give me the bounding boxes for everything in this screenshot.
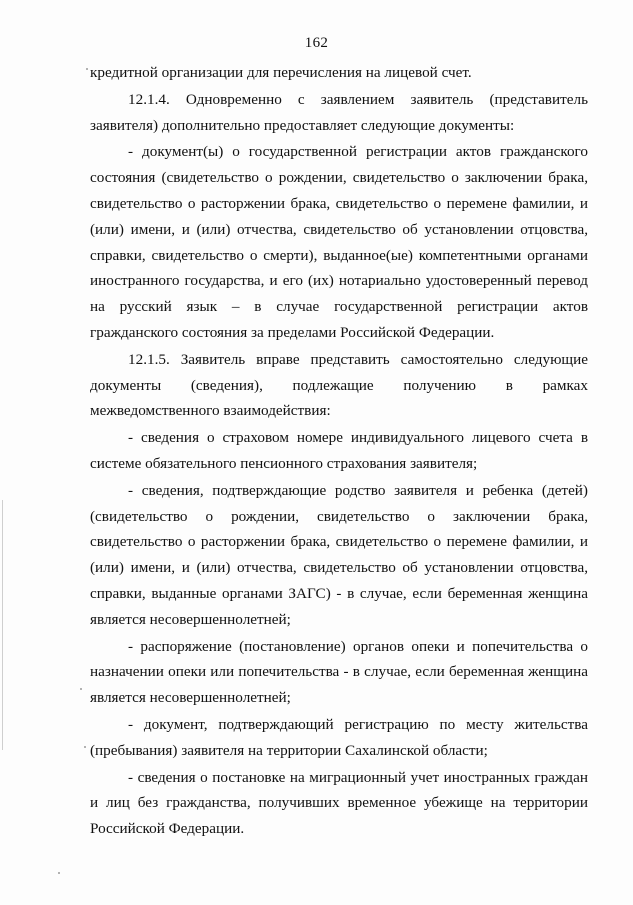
paragraph-migration-record: - сведения о постановке на миграционный учет иностранных граждан и лиц без гражданства, получивших временное убежище на территории Российской Федерации. <box>90 768 588 838</box>
page-body <box>90 60 588 843</box>
scan-speck <box>84 746 86 748</box>
paragraph-12-1-5: 12.1.5. Заявитель вправе представить самостоятельно следующие документы (сведения), подлежащие получению в рамках межведомственного взаимодействия: <box>90 350 588 420</box>
paragraph-kinship-documents: - сведения, подтверждающие родство заявителя и ребенка (детей) (свидетельство о рождении, свидетельство о заключении брака, свидетельство о расторжении брака, свидетельство о перемене фамилии, и (или) имени, и (или) отчества, свидетельство об установлении отцовства, справки, выданные органами ЗАГС) - в случае, если беременная женщина является несовершеннолетней; <box>90 481 588 628</box>
page-number: 162 <box>304 35 329 51</box>
scan-speck <box>58 872 60 874</box>
paragraph-civil-status-documents: - документ(ы) о государственной регистрации актов гражданского состояния (свидетельство о рождении, свидетельство о заключении брака, свидетельство о расторжении брака, свидетельство о перемене фамилии, и (или) имени, и (или) отчества, свидетельство об установлении отцовства, справки, свидетельство о смерти), выданное(ые) компетентными органами иностранного государства, и его (их) нотариально удостоверенный перевод на русский язык – в случае государственной регистрации актов гражданского состояния за пределами Российской Федерации. <box>90 143 588 341</box>
paragraph-12-1-4: 12.1.4. Одновременно с заявлением заявитель (представитель заявителя) дополнительно предоставляет следующие документы: <box>90 90 588 134</box>
paragraph-guardianship-order: - распоряжение (постановление) органов опеки и попечительства о назначении опеки или попечительства - в случае, если беременная женщина является несовершеннолетней; <box>90 637 588 707</box>
scan-edge-line <box>2 500 3 750</box>
paragraph-continuation: кредитной организации для перечисления на лицевой счет. <box>90 64 472 81</box>
scan-speck <box>86 68 88 70</box>
paragraph-registration-document: - документ, подтверждающий регистрацию по месту жительства (пребывания) заявителя на территории Сахалинской области; <box>90 715 588 759</box>
paragraph-insurance-number: - сведения о страховом номере индивидуального лицевого счета в системе обязательного пенсионного страхования заявителя; <box>90 429 588 472</box>
scan-speck <box>80 688 82 690</box>
